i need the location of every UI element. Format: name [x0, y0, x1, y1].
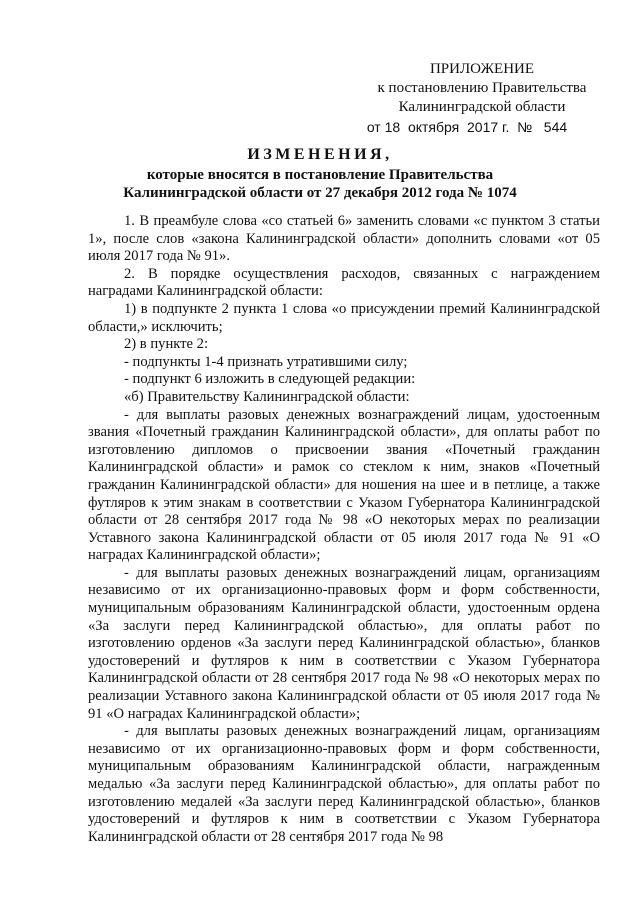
appendix-block [332, 60, 592, 137]
paragraph-item-2: - для выплаты разовых денежных вознаграждений лицам, организациям независимо от их организационно-правовых форм и форм собственности, муниципальным образованиям Калининградской области, удостоенным ордена «За заслуги перед Калининградской областью», для оплаты работ по изготовлению орденов «За заслуги перед Калининградской областью», бланков удостоверений и футляров к ним в соответствии с Указом Губернатора Калининградской области от 28 сентября 2017 года № 98 «О некоторых мерах по реализации Уставного закона Калининградской области от 05 июля 2017 года № 91 «О наградах Калининградской области»; [88, 564, 600, 722]
heading-title: ИЗМЕНЕНИЯ, [247, 146, 393, 163]
document-body [88, 213, 600, 846]
paragraph-2-2-b: - подпункт 6 изложить в следующей редакции: [124, 371, 416, 388]
paragraph-2-1: 1) в подпункте 2 пункта 1 слова «о присуждении премий Калининградской области,» исключить; [88, 300, 600, 335]
appendix-line-1: к постановлению Правительства [377, 80, 587, 96]
heading-line-1: которые вносятся в постановление Правительства [146, 167, 494, 183]
paragraph-1: 1. В преамбуле слова «со статьей 6» заменить словами «с пунктом 3 статьи 1», после слов «закона Калининградской области» дополнить словами «от 05 июля 2017 года № 91». [88, 213, 600, 265]
paragraph-item-3: - для выплаты разовых денежных вознаграждений лицам, организациям независимо от их организационно-правовых форм и форм собственности, муниципальным образованиям Калининградской области, награжденным медалью «За заслуги перед Калининградской областью», для оплаты работ по изготовлению медалей «За заслуги перед Калининградской областью», бланков удостоверений и футляров к ним в соответствии с Указом Губернатора Калининградской области от 28 сентября 2017 года № 98 [88, 723, 600, 845]
paragraph-2-2: 2) в пункте 2: [124, 336, 209, 353]
paragraph-2: 2. В порядке осуществления расходов, связанных с награждением наградами Калининградской области: [88, 265, 600, 300]
paragraph-2-2-c: «б) Правительству Калининградской области: [124, 388, 410, 405]
paragraph-item-1: - для выплаты разовых денежных вознаграждений лицам, удостоенным звания «Почетный гражданин Калининградской области», для оплаты работ по изготовлению дипломов о присвоении звания «Почетный гражданин Калининградской области» и рамок со стеклом к ним, знаков «Почетный гражданин Калининградской области» для ношения на шее и в петлице, а также футляров к этим знакам в соответствии с Указом Губернатора Калининградской области от 28 сентября 2017 года № 98 «О некоторых мерах по реализации Уставного закона Калининградской области от 05 июля 2017 года № 91 «О наградах Калининградской области»; [88, 406, 600, 564]
paragraph-2-2-a: - подпункты 1-4 признать утратившими силу; [124, 353, 408, 370]
heading-line-2: Калининградской области от 27 декабря 2012 года № 1074 [123, 185, 517, 201]
appendix-title: ПРИЛОЖЕНИЕ [429, 61, 535, 77]
appendix-line-2: Калининградской области [398, 99, 566, 115]
appendix-date-number: от 18 октября 2017 г. № 544 [366, 119, 568, 135]
